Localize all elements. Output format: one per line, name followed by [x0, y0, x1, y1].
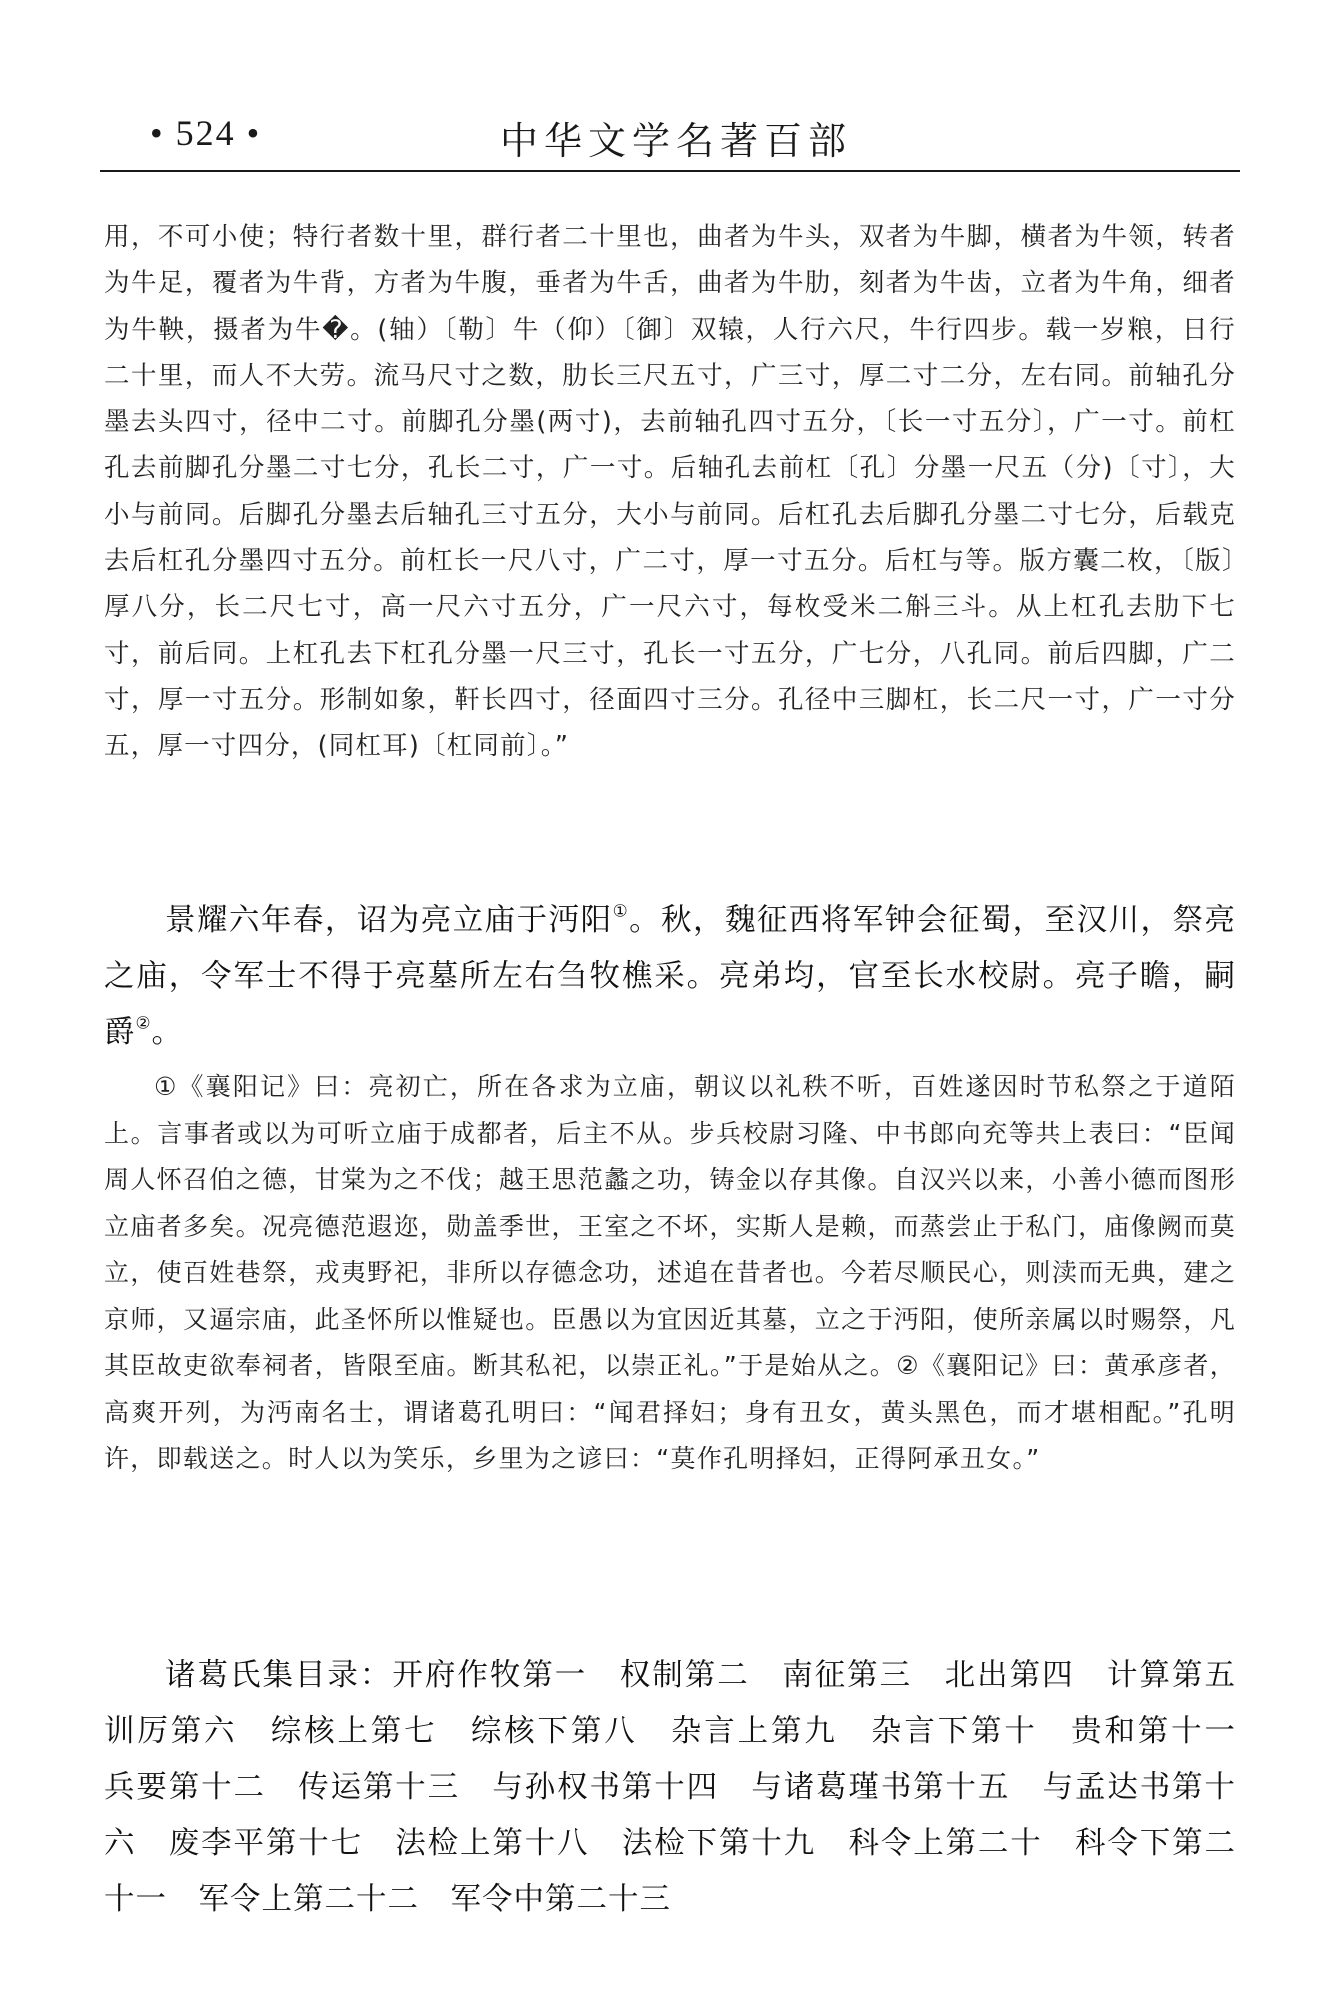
commentary-text: 用，不可小使；特行者数十里，群行者二十里也，曲者为牛头，双者为牛脚，横者为牛领，转者为牛足，覆者为牛背，方者为牛腹，垂者为牛舌，曲者为牛肋，刻者为牛齿，立者为牛角，细者为牛鞅，摄者为牛�。(轴）〔勒〕牛（仰）〔御〕双辕，人行六尺，牛行四步。载一岁粮，日行二十里，而人不大劳。流马尺寸之数，肋长三尺五寸，广三寸，厚二寸二分，左右同。前轴孔分墨去头四寸，径中二寸。前脚孔分墨(两寸)，去前轴孔四寸五分，〔长一寸五分〕，广一寸。前杠孔去前脚孔分墨二寸七分，孔长二寸，广一寸。后轴孔去前杠〔孔〕分墨一尺五（分)〔寸〕，大小与前同。后脚孔分墨去后轴孔三寸五分，大小与前同。后杠孔去后脚孔分墨二寸七分，后载克去后杠孔分墨四寸五分。前杠长一尺八寸，广二寸，厚一寸五分。后杠与等。版方囊二枚，〔版〕厚八分，长二尺七寸，高一尺六寸五分，广一尺六寸，每枚受米二斛三斗。从上杠孔去肋下七寸，前后同。上杠孔去下杠孔分墨一尺三寸，孔长一寸五分，广七分，八孔同。前后四脚，广二寸，厚一寸五分。形制如象，靬长四寸，径面四寸三分。孔径中三脚杠，长二尺一寸，广一寸分五，厚一寸四分，(同杠耳)〔杠同前〕。”	[104, 222, 1236, 762]
footnotes: ①《襄阳记》曰：亮初亡，所在各求为立庙，朝议以礼秩不听，百姓遂因时节私祭之于道陌上。言事者或以为可听立庙于成都者，后主不从。步兵校尉习隆、中书郎向充等共上表曰：“臣闻周人怀召伯之德，甘棠为之不伐；越王思范蠡之功，铸金以存其像。自汉兴以来，小善小德而图形立庙者多矣。况亮德范遐迩，勋盖季世，王室之不坏，实斯人是赖，而蒸尝止于私门，庙像阙而莫立，使百姓巷祭，戎夷野祀，非所以存德念功，述追在昔者也。今若尽顺民心，则渎而无典，建之京师，又逼宗庙，此圣怀所以惟疑也。臣愚以为宜因近其墓，立之于沔阳，使所亲属以时赐祭，凡其臣故吏欲奉祠者，皆限至庙。断其私祀，以崇正礼。”于是始从之。②《襄阳记》曰：黄承彦者，高爽开列，为沔南名士，谓诸葛孔明曰：“闻君择妇；身有丑女，黄头黑色，而才堪相配。”孔明许，即载送之。时人以为笑乐，乡里为之谚曰：“莫作孔明择妇，正得阿承丑女。”	[104, 1072, 1236, 1473]
footnote-ref-1: ①	[612, 900, 630, 921]
page-number: • 524 •	[150, 113, 262, 153]
book-title: 中华文学名著百部	[500, 119, 853, 163]
header-divider	[100, 170, 1240, 172]
main-text-paragraph	[104, 893, 1236, 1061]
main-text-part: 。秋，魏征西将军钟会征蜀，至汉川，祭亮之庙，令军士不得于亮墓所左右刍牧樵采。亮弟均，官至长水校尉。亮子瞻，嗣爵	[104, 903, 1236, 1050]
footnote-ref-2: ②	[135, 1012, 152, 1033]
main-text-part: 景耀六年春，诏为亮立庙于沔阳	[165, 903, 613, 938]
table-of-contents: 诸葛氏集目录：开府作牧第一 权制第二 南征第三 北出第四 计算第五 训厉第六 综核上第七 综核下第八 杂言上第九 杂言下第十 贵和第十一 兵要第十二 传运第十三 与孙权书第十四 与诸葛瑾书第十五 与孟达书第十六 废李平第十七 法检上第十八 法检下第十九 科令上第二十 科令下第二十一 军令上第二十二 军令中第二十三	[104, 1658, 1268, 1917]
main-text-part: 。	[151, 1015, 184, 1050]
page-header	[100, 100, 1240, 164]
